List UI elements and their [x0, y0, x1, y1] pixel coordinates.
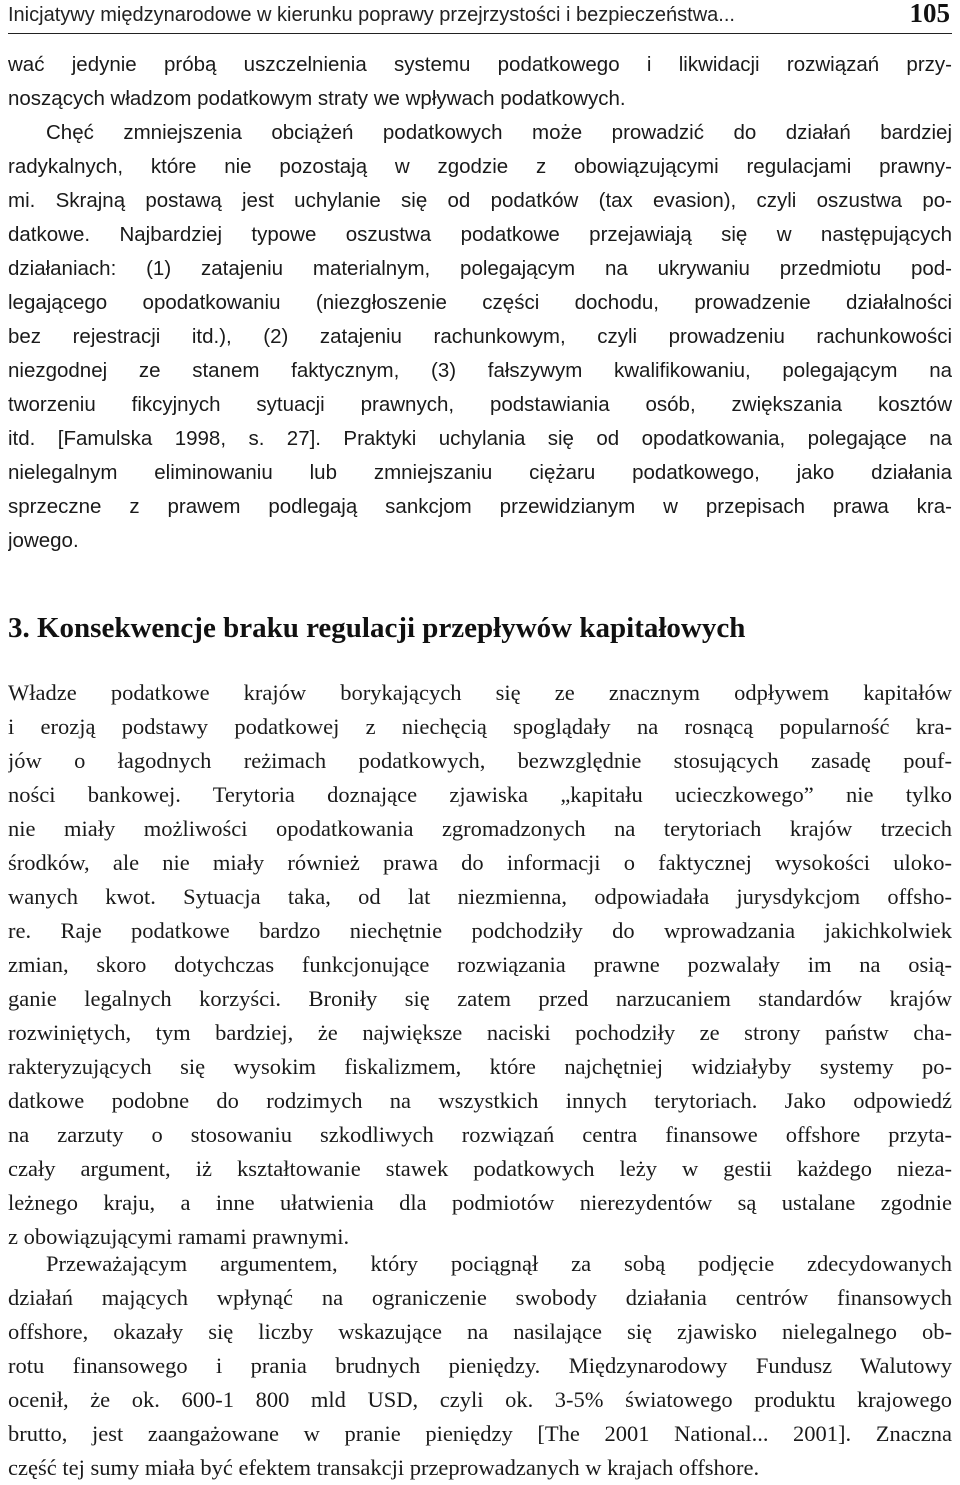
text-line: Władze podatkowe krajów borykających się ze znacznym odpływem kapitałów: [8, 680, 952, 705]
paragraph-money-laundering: [8, 1247, 952, 1485]
text-line: datkowe. Najbardziej typowe oszustwa podatkowe przejawiają się w następujących: [8, 223, 952, 246]
text-line: rakteryzujących się wysokim fiskalizmem, które najchętniej widziałyby systemy po-: [8, 1054, 952, 1079]
text-line: jów o łagodnych reżimach podatkowych, bezwzględnie stosujących zasadę pouf-: [8, 748, 952, 773]
text-line: wać jedynie próbą uszczelnienia systemu podatkowego i likwidacji rozwiązań przy-: [8, 53, 952, 76]
text-line: datkowe podobne do rodzimych na wszystkich innych terytoriach. Jako odpowiedź: [8, 1088, 952, 1113]
text-line: działaniach: (1) zatajeniu materialnym, polegającym na ukrywaniu przedmiotu pod-: [8, 257, 952, 280]
text-line: z obowiązującymi ramami prawnymi.: [8, 1224, 350, 1249]
text-line: mi. Skrajną postawą jest uchylanie się od podatków (tax evasion), czyli oszustwa po-: [8, 189, 952, 212]
text-line: ocenił, że ok. 600-1 800 mld USD, czyli ok. 3-5% światowego produktu krajowego: [8, 1387, 952, 1412]
text-line: rozwiniętych, tym bardziej, że największe naciski pochodziły ze strony państw cha-: [8, 1020, 952, 1045]
text-line: wanych kwot. Sytuacja taka, od lat niezmienna, odpowiadała jurysdykcjom offsho-: [8, 884, 952, 909]
text-line: i erozją podstawy podatkowej z niechęcią spoglądały na rosnącą popularność kra-: [8, 714, 952, 739]
text-line: tworzeniu fikcyjnych sytuacji prawnych, podstawiania osób, zwiększania kosztów: [8, 393, 952, 416]
section-heading: 3. Konsekwencje braku regulacji przepływów kapitałowych: [8, 612, 746, 644]
text-line: zmian, skoro dotychczas funkcjonujące rozwiązania prawne pozwalały im na osią-: [8, 952, 952, 977]
text-line: leżnego kraju, a inne ułatwienia dla podmiotów nierezydentów są ustalane zgodnie: [8, 1190, 952, 1215]
text-line: nielegalnym eliminowaniu lub zmniejszaniu ciężaru podatkowego, jako działania: [8, 461, 952, 484]
text-line: rotu finansowego i prania brudnych pieniędzy. Międzynarodowy Fundusz Walutowy: [8, 1353, 952, 1378]
text-line: itd. [Famulska 1998, s. 27]. Praktyki uchylania się od opodatkowania, polegające na: [8, 427, 952, 450]
text-line: ności bankowej. Terytoria doznające zjawiska „kapitału ucieczkowego” nie tylko: [8, 782, 952, 807]
text-line: działań mających wpłynąć na ograniczenie swobody działania centrów finansowych: [8, 1285, 952, 1310]
text-line: na zarzuty o stosowaniu szkodliwych rozwiązań centra finansowe offshore przyta-: [8, 1122, 952, 1147]
text-line: czały argument, iż kształtowanie stawek podatkowych leży w gestii każdego nieza-: [8, 1156, 952, 1181]
paragraph-tax-evasion: [8, 48, 952, 558]
text-line: re. Raje podatkowe bardzo niechętnie podchodziły do wprowadzania jakichkolwiek: [8, 918, 952, 943]
text-line: Przeważającym argumentem, który pociągnął za sobą podjęcie zdecydowanych: [46, 1251, 952, 1276]
text-line: środków, ale nie miały również prawa do informacji o faktycznej wysokości uloko-: [8, 850, 952, 875]
text-line: sprzeczne z prawem podlegają sankcjom przewidzianym w przepisach prawa kra-: [8, 495, 952, 518]
text-line: offshore, okazały się liczby wskazujące na nasilające się zjawisko nielegalnego ob-: [8, 1319, 952, 1344]
text-line: część tej sumy miała być efektem transakcji przeprowadzanych w krajach offshore.: [8, 1455, 760, 1480]
text-line: ganie legalnych korzyści. Broniły się zatem przed narzucaniem standardów krajów: [8, 986, 952, 1011]
text-line: noszących władzom podatkowym straty we wpływach podatkowych.: [8, 87, 626, 110]
text-line: niezgodnej ze stanem faktycznym, (3) fałszywym kwalifikowaniu, polegającym na: [8, 359, 952, 382]
running-header-title: Inicjatywy międzynarodowe w kierunku poprawy przejrzystości i bezpieczeństwa...: [8, 4, 735, 26]
text-line: legającego opodatkowaniu (niezgłoszenie części dochodu, prowadzenie działalności: [8, 291, 952, 314]
text-line: radykalnych, które nie pozostają w zgodzie z obowiązującymi regulacjami prawny-: [8, 155, 952, 178]
text-line: jowego.: [8, 529, 79, 552]
page-number: 105: [909, 0, 950, 28]
text-line: nie miały możliwości opodatkowania zgromadzonych na terytoriach krajów trzecich: [8, 816, 952, 841]
running-header: [8, 0, 952, 34]
paragraph-tax-havens: [8, 676, 952, 1254]
text-line: Chęć zmniejszenia obciążeń podatkowych może prowadzić do działań bardziej: [46, 121, 952, 144]
text-line: bez rejestracji itd.), (2) zatajeniu rachunkowym, czyli prowadzeniu rachunkowości: [8, 325, 952, 348]
text-line: brutto, jest zaangażowane w pranie pieniędzy [The 2001 National... 2001]. Znaczna: [8, 1421, 952, 1446]
